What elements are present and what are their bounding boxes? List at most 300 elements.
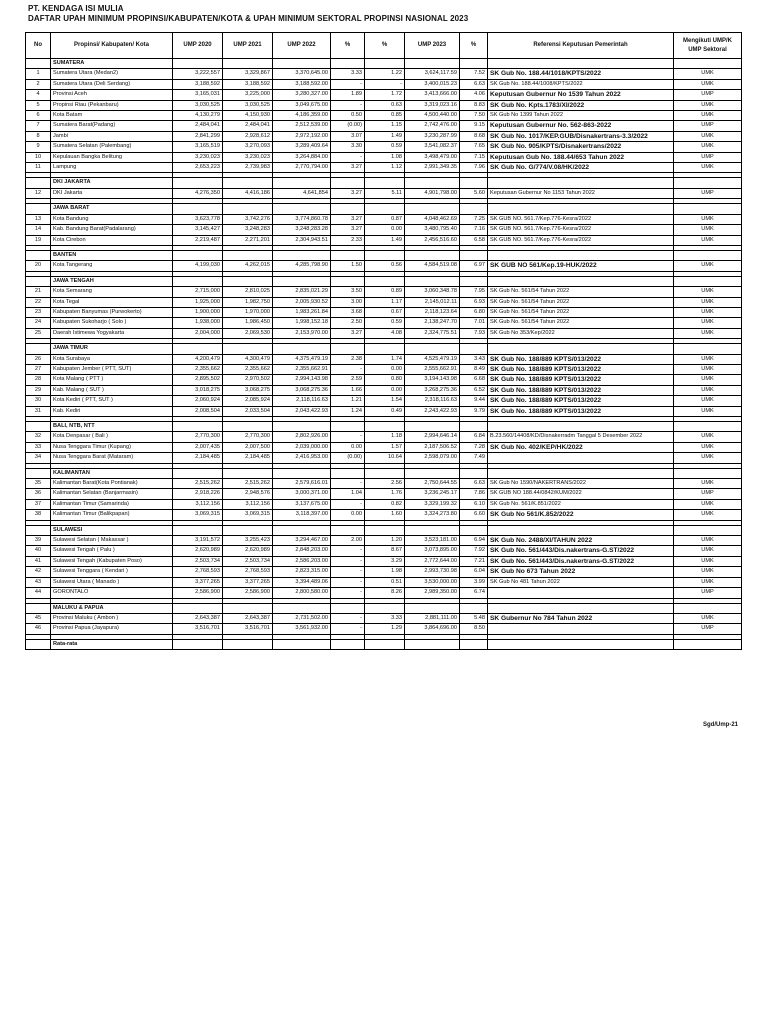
row-pct1: 3.07 <box>331 131 365 141</box>
row-reference: SK Gub No. 402/KEP/HK/2022 <box>488 442 674 452</box>
empty-cell <box>223 468 273 478</box>
section-no-cell <box>26 525 51 535</box>
empty-cell <box>273 422 331 432</box>
row-pct3: 9.15 <box>460 121 488 131</box>
row-pct2: 1.60 <box>365 510 405 520</box>
row-pct3: 7.65 <box>460 142 488 152</box>
row-pct3: 6.84 <box>460 432 488 442</box>
row-ump2022: 2,972,192.00 <box>273 131 331 141</box>
row-ump2021: 2,948,576 <box>223 489 273 499</box>
row-follow: UMK <box>674 499 742 509</box>
row-ump2021: 3,270,093 <box>223 142 273 152</box>
row-no: 2 <box>26 79 51 89</box>
row-ump2022: 3,370,645.00 <box>273 69 331 79</box>
empty-cell <box>173 639 223 649</box>
row-no: 34 <box>26 453 51 463</box>
header-ump2020: UMP 2020 <box>173 33 223 59</box>
empty-cell <box>488 468 674 478</box>
empty-cell <box>173 525 223 535</box>
row-name: Kab. Malang ( SUT ) <box>51 385 173 395</box>
row-reference: SK Gub No. 561/443/Dis.nakertrans-G.ST/2022 <box>488 556 674 566</box>
row-follow: UMK <box>674 111 742 121</box>
empty-cell <box>173 276 223 286</box>
row-no: 45 <box>26 613 51 623</box>
row-ump2023: 2,881,111.00 <box>405 613 460 623</box>
row-pct1: 3.27 <box>331 225 365 235</box>
row-follow: UMK <box>674 328 742 338</box>
empty-cell <box>405 468 460 478</box>
row-name: Kab. Kediri <box>51 406 173 416</box>
empty-cell <box>674 250 742 260</box>
row-no: 35 <box>26 479 51 489</box>
header-pct1: % <box>331 33 365 59</box>
row-ump2020: 4,276,350 <box>173 188 223 198</box>
row-reference: SK Gub No 353/Kep/2022 <box>488 328 674 338</box>
row-pct2: 0.87 <box>365 214 405 224</box>
row-ump2022: 3,068,275.36 <box>273 385 331 395</box>
empty-cell <box>273 639 331 649</box>
row-name: Sulawesi Selatan ( Makassar ) <box>51 536 173 546</box>
row-name: Sumatera Selatan (Palembang) <box>51 142 173 152</box>
section-name: BALI, NTB, NTT <box>51 422 173 432</box>
row-ump2022: 3,137,675.00 <box>273 499 331 509</box>
empty-cell <box>488 639 674 649</box>
table-row <box>26 510 742 520</box>
row-name: Kota Batam <box>51 111 173 121</box>
row-name: Provinsi Aceh <box>51 90 173 100</box>
row-follow: UMP <box>674 90 742 100</box>
row-ump2023: 2,324,775.51 <box>405 328 460 338</box>
row-pct1: 3.27 <box>331 214 365 224</box>
row-pct3: 7.49 <box>460 453 488 463</box>
empty-cell <box>488 204 674 214</box>
row-ump2022: 2,304,943.51 <box>273 235 331 245</box>
row-follow: UMK <box>674 364 742 374</box>
row-pct3: 7.92 <box>460 546 488 556</box>
empty-cell <box>331 344 365 354</box>
row-no: 12 <box>26 188 51 198</box>
row-ump2020: 3,377,265 <box>173 577 223 587</box>
row-no: 37 <box>26 499 51 509</box>
table-row <box>26 328 742 338</box>
row-pct3: 6.94 <box>460 536 488 546</box>
row-pct3: 7.93 <box>460 328 488 338</box>
row-pct2: 1.72 <box>365 90 405 100</box>
empty-cell <box>273 250 331 260</box>
row-ump2020: 2,515,262 <box>173 479 223 489</box>
row-ump2023: 2,994,646.14 <box>405 432 460 442</box>
row-pct3: 6.80 <box>460 307 488 317</box>
row-pct3: 9.44 <box>460 396 488 406</box>
empty-cell <box>488 344 674 354</box>
row-ump2020: 2,008,504 <box>173 406 223 416</box>
empty-cell <box>674 59 742 69</box>
empty-cell <box>405 603 460 613</box>
row-reference: SK Gub No. 188.44/1008/KPTS/2022 <box>488 79 674 89</box>
row-pct3: 7.15 <box>460 152 488 162</box>
row-ump2023: 3,400,015.23 <box>405 79 460 89</box>
row-name: Provinsi Papua (Jayapura) <box>51 624 173 634</box>
empty-cell <box>26 639 51 649</box>
row-ump2021: 3,230,023 <box>223 152 273 162</box>
empty-cell <box>331 639 365 649</box>
row-ump2022: 3,000,371.00 <box>273 489 331 499</box>
row-no: 22 <box>26 297 51 307</box>
row-ump2020: 2,184,485 <box>173 453 223 463</box>
section-no-cell <box>26 204 51 214</box>
row-ump2021: 2,515,262 <box>223 479 273 489</box>
header-follow: Mengikuti UMP/K UMP Sektoral <box>674 33 742 59</box>
table-row <box>26 546 742 556</box>
row-reference: SK Gub No. 188/889 KPTS/013/2022 <box>488 364 674 374</box>
table-row <box>26 432 742 442</box>
row-name: Nusa Tenggara Barat (Mataram) <box>51 453 173 463</box>
row-pct2: 0.00 <box>365 225 405 235</box>
row-ump2023: 4,584,519.08 <box>405 261 460 271</box>
empty-cell <box>331 603 365 613</box>
row-pct3: 3.99 <box>460 577 488 587</box>
row-reference: SK Gub No. 188/889 KPTS/013/2022 <box>488 354 674 364</box>
section-no-cell <box>26 250 51 260</box>
empty-cell <box>365 603 405 613</box>
row-ump2020: 2,620,989 <box>173 546 223 556</box>
row-follow: UMK <box>674 297 742 307</box>
row-name: Kabupaten Jember ( PTT, SUT) <box>51 364 173 374</box>
row-pct2: 8.67 <box>365 546 405 556</box>
row-no: 41 <box>26 556 51 566</box>
empty-cell <box>331 59 365 69</box>
row-ump2023: 3,324,273.80 <box>405 510 460 520</box>
row-ump2022: 2,586,203.00 <box>273 556 331 566</box>
empty-cell <box>273 178 331 188</box>
row-pct2: 1.54 <box>365 396 405 406</box>
header-pct3: % <box>460 33 488 59</box>
row-ump2021: 3,248,283 <box>223 225 273 235</box>
row-ump2022: 3,118,397.00 <box>273 510 331 520</box>
row-pct2: 1.20 <box>365 536 405 546</box>
row-ump2020: 3,069,315 <box>173 510 223 520</box>
empty-cell <box>460 422 488 432</box>
row-pct3: 4.06 <box>460 90 488 100</box>
row-ump2023: 4,901,798.00 <box>405 188 460 198</box>
row-ump2021: 4,262,015 <box>223 261 273 271</box>
row-ump2021: 3,255,423 <box>223 536 273 546</box>
row-reference: SK Gub No 1399 Tahun 2022 <box>488 111 674 121</box>
table-row <box>26 385 742 395</box>
row-name: Kota Denpasar ( Bali ) <box>51 432 173 442</box>
row-ump2023: 3,073,895.00 <box>405 546 460 556</box>
row-pct3: 7.86 <box>460 489 488 499</box>
table-row <box>26 235 742 245</box>
row-name: Sumatera Utara (Medan2) <box>51 69 173 79</box>
row-follow: UMK <box>674 453 742 463</box>
row-follow: UMK <box>674 536 742 546</box>
row-ump2022: 3,774,860.78 <box>273 214 331 224</box>
row-follow: UMK <box>674 235 742 245</box>
table-row <box>26 188 742 198</box>
empty-cell <box>460 59 488 69</box>
row-ump2021: 2,069,530 <box>223 328 273 338</box>
section-row <box>26 422 742 432</box>
row-pct2: 1.22 <box>365 69 405 79</box>
table-body <box>26 59 742 650</box>
empty-cell <box>223 276 273 286</box>
row-pct1: - <box>331 556 365 566</box>
empty-cell <box>223 525 273 535</box>
row-ump2023: 2,187,506.52 <box>405 442 460 452</box>
row-reference: SK Gub No 561/K.852/2022 <box>488 510 674 520</box>
empty-cell <box>674 639 742 649</box>
row-pct1: 2.38 <box>331 354 365 364</box>
row-no: 6 <box>26 111 51 121</box>
row-pct3: 7.21 <box>460 556 488 566</box>
table-row <box>26 297 742 307</box>
row-follow: UMK <box>674 69 742 79</box>
row-ump2022: 3,248,283.28 <box>273 225 331 235</box>
row-pct1: 3.27 <box>331 163 365 173</box>
row-no: 23 <box>26 307 51 317</box>
row-no: 46 <box>26 624 51 634</box>
empty-cell <box>331 276 365 286</box>
row-follow: UMP <box>674 489 742 499</box>
row-pct3: 7.25 <box>460 214 488 224</box>
row-pct3: 6.93 <box>460 297 488 307</box>
row-pct3: 6.60 <box>460 510 488 520</box>
row-no: 19 <box>26 235 51 245</box>
row-follow: UMK <box>674 577 742 587</box>
row-pct2: 1.74 <box>365 354 405 364</box>
row-follow: UMK <box>674 354 742 364</box>
row-follow: UMP <box>674 624 742 634</box>
row-no: 8 <box>26 131 51 141</box>
empty-cell <box>365 639 405 649</box>
row-pct3: 6.04 <box>460 567 488 577</box>
row-follow: UMK <box>674 510 742 520</box>
section-name: SUMATERA <box>51 59 173 69</box>
row-follow: UMK <box>674 214 742 224</box>
row-ump2020: 3,165,031 <box>173 90 223 100</box>
row-no: 24 <box>26 318 51 328</box>
table-row <box>26 442 742 452</box>
section-name: KALIMANTAN <box>51 468 173 478</box>
row-pct3: 6.10 <box>460 499 488 509</box>
row-name: Sumatera Barat(Padang) <box>51 121 173 131</box>
row-follow: UMK <box>674 406 742 416</box>
row-ump2020: 2,770,300 <box>173 432 223 442</box>
empty-cell <box>273 276 331 286</box>
empty-cell <box>674 178 742 188</box>
table-row <box>26 567 742 577</box>
row-pct1: 1.66 <box>331 385 365 395</box>
table-row <box>26 142 742 152</box>
empty-cell <box>331 468 365 478</box>
row-ump2020: 3,188,592 <box>173 79 223 89</box>
row-no: 32 <box>26 432 51 442</box>
row-ump2020: 4,199,030 <box>173 261 223 271</box>
row-ump2020: 2,219,487 <box>173 235 223 245</box>
row-ump2022: 2,770,794.00 <box>273 163 331 173</box>
row-reference: SK Gub No. 188.44/1018/KPTS/2022 <box>488 69 674 79</box>
empty-cell <box>460 276 488 286</box>
table-row <box>26 624 742 634</box>
row-follow: UMK <box>674 546 742 556</box>
row-pct1: - <box>331 624 365 634</box>
row-follow: UMK <box>674 100 742 110</box>
row-no: 14 <box>26 225 51 235</box>
row-no: 10 <box>26 152 51 162</box>
row-name: Kota Bandung <box>51 214 173 224</box>
section-no-cell <box>26 344 51 354</box>
row-name: Kota Semarang <box>51 287 173 297</box>
row-ump2022: 2,800,580.00 <box>273 588 331 598</box>
row-name: Kepulauan Bangka Belitung <box>51 152 173 162</box>
row-ump2021: 2,643,387 <box>223 613 273 623</box>
table-row <box>26 364 742 374</box>
section-no-cell <box>26 59 51 69</box>
row-name: Kabupaten Sukoharjo ( Solo ) <box>51 318 173 328</box>
row-reference: SK GUB NO 561/Kep.19-HUK/2022 <box>488 261 674 271</box>
row-reference: SK Gub No. 188/889 KPTS/013/2022 <box>488 375 674 385</box>
empty-cell <box>405 59 460 69</box>
empty-cell <box>405 276 460 286</box>
row-pct1: - <box>331 613 365 623</box>
empty-cell <box>173 422 223 432</box>
row-pct2: 0.59 <box>365 318 405 328</box>
row-ump2021: 2,970,502 <box>223 375 273 385</box>
row-pct2: 1.29 <box>365 624 405 634</box>
section-no-cell <box>26 468 51 478</box>
row-ump2021: 3,742,276 <box>223 214 273 224</box>
row-pct3: 6.52 <box>460 385 488 395</box>
row-follow: UMK <box>674 225 742 235</box>
row-ump2023: 2,555,662.91 <box>405 364 460 374</box>
row-pct3: 5.48 <box>460 613 488 623</box>
row-pct1: - <box>331 479 365 489</box>
row-pct3: 8.50 <box>460 624 488 634</box>
row-name: Kalimantan Timur (Balikpapan) <box>51 510 173 520</box>
row-no: 42 <box>26 567 51 577</box>
row-pct2: 1.76 <box>365 489 405 499</box>
section-row <box>26 525 742 535</box>
row-no: 5 <box>26 100 51 110</box>
empty-cell <box>273 204 331 214</box>
row-ump2021: 2,810,025 <box>223 287 273 297</box>
row-ump2023: 4,048,462.69 <box>405 214 460 224</box>
row-pct3: 8.49 <box>460 364 488 374</box>
row-ump2020: 2,355,662 <box>173 364 223 374</box>
empty-cell <box>173 344 223 354</box>
row-follow: UMK <box>674 318 742 328</box>
row-pct1: 3.33 <box>331 69 365 79</box>
empty-cell <box>173 204 223 214</box>
row-ump2023: 3,498,479.00 <box>405 152 460 162</box>
row-ump2022: 1,983,261.84 <box>273 307 331 317</box>
empty-cell <box>488 59 674 69</box>
table-row <box>26 453 742 463</box>
empty-cell <box>405 178 460 188</box>
row-pct1: 2.00 <box>331 536 365 546</box>
footer-code: Sgd/Ump-21 <box>702 722 738 728</box>
section-name: JAWA BARAT <box>51 204 173 214</box>
table-row <box>26 152 742 162</box>
row-name: Kalimantan Timur (Samarinda) <box>51 499 173 509</box>
empty-cell <box>331 178 365 188</box>
row-no: 26 <box>26 354 51 364</box>
row-pct2: 0.49 <box>365 406 405 416</box>
section-no-cell <box>26 276 51 286</box>
row-ump2021: 2,768,593 <box>223 567 273 577</box>
row-pct1: (0.00) <box>331 121 365 131</box>
row-ump2020: 3,516,701 <box>173 624 223 634</box>
row-ump2023: 3,523,181.00 <box>405 536 460 546</box>
row-pct2: - <box>365 79 405 89</box>
table-row <box>26 375 742 385</box>
row-pct1: 1.04 <box>331 489 365 499</box>
row-ump2022: 3,264,884.00 <box>273 152 331 162</box>
table-row <box>26 318 742 328</box>
row-ump2023: 3,194,143.98 <box>405 375 460 385</box>
row-ump2023: 3,624,117.59 <box>405 69 460 79</box>
row-pct2: 0.82 <box>365 499 405 509</box>
row-ump2020: 4,130,279 <box>173 111 223 121</box>
row-pct3: 8.83 <box>460 100 488 110</box>
row-ump2022: 2,355,662.91 <box>273 364 331 374</box>
row-pct1: 0.50 <box>331 111 365 121</box>
row-follow: UMK <box>674 131 742 141</box>
row-ump2021: 2,271,201 <box>223 235 273 245</box>
empty-cell <box>365 468 405 478</box>
empty-cell <box>365 59 405 69</box>
section-row <box>26 250 742 260</box>
row-pct1: 1.24 <box>331 406 365 416</box>
row-ump2020: 2,004,000 <box>173 328 223 338</box>
row-ump2021: 2,355,662 <box>223 364 273 374</box>
table-row <box>26 261 742 271</box>
row-no: 21 <box>26 287 51 297</box>
row-pct1: 0.00 <box>331 442 365 452</box>
average-row <box>26 639 742 649</box>
row-ump2021: 1,970,000 <box>223 307 273 317</box>
row-ump2023: 2,118,123.64 <box>405 307 460 317</box>
row-follow: UMK <box>674 479 742 489</box>
row-reference: SK Gub No. G/774/V.08/HK/2022 <box>488 163 674 173</box>
row-name: Kota Surabaya <box>51 354 173 364</box>
row-ump2020: 2,586,900 <box>173 588 223 598</box>
row-reference: Keputusan Gubernur No 1539 Tahun 2022 <box>488 90 674 100</box>
row-pct1: - <box>331 152 365 162</box>
row-pct2: 1.49 <box>365 131 405 141</box>
row-pct1: 1.21 <box>331 396 365 406</box>
row-ump2022: 2,835,021.29 <box>273 287 331 297</box>
row-ump2020: 3,145,427 <box>173 225 223 235</box>
row-follow: UMK <box>674 396 742 406</box>
row-name: Kabupaten Banyumas (Purwokerto) <box>51 307 173 317</box>
row-name: Sumatera Utara (Deli Serdang) <box>51 79 173 89</box>
empty-cell <box>273 59 331 69</box>
row-ump2020: 2,643,387 <box>173 613 223 623</box>
row-reference: SK Gub No. 561/54 Tahun 2022 <box>488 318 674 328</box>
row-ump2023: 3,530,000.00 <box>405 577 460 587</box>
row-ump2020: 2,484,041 <box>173 121 223 131</box>
row-pct3: 6.97 <box>460 261 488 271</box>
section-name: DKI JAKARTA <box>51 178 173 188</box>
row-ump2023: 3,268,275.36 <box>405 385 460 395</box>
row-pct3: 3.43 <box>460 354 488 364</box>
empty-cell <box>460 603 488 613</box>
row-follow: UMK <box>674 142 742 152</box>
row-ump2020: 3,030,525 <box>173 100 223 110</box>
row-ump2020: 1,938,000 <box>173 318 223 328</box>
